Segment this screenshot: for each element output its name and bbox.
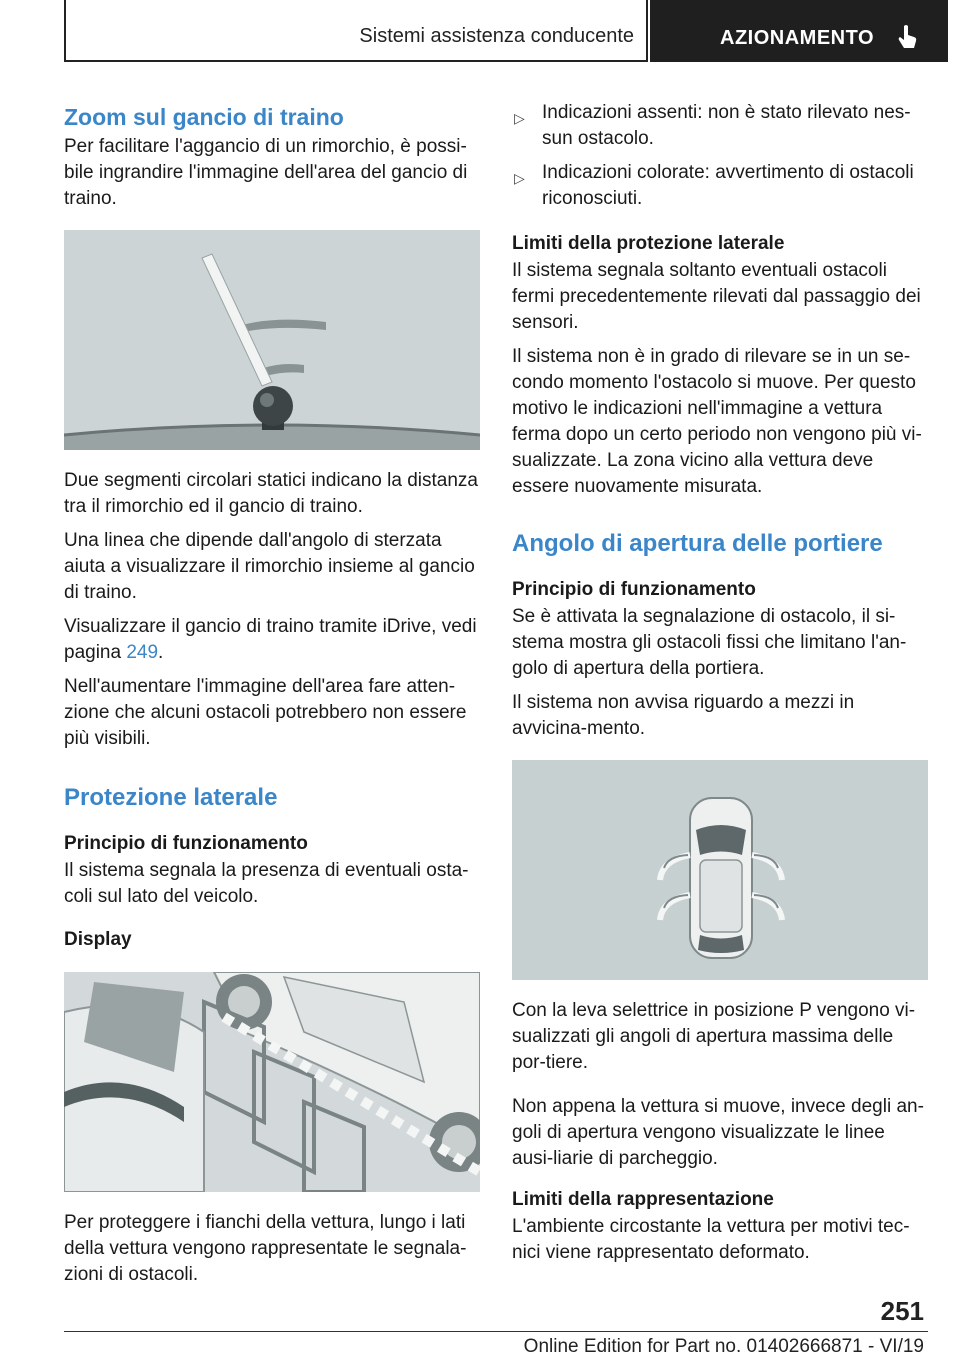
principle-text: Il sistema segnala la presenza di eventuali osta-coli sul lato del veicolo. xyxy=(64,860,469,907)
door-angle-heading: Angolo di apertura delle portiere xyxy=(512,530,883,557)
idrive-text-pre: Visualizzare il gancio di traino tramite iDrive, vedi pagina xyxy=(64,616,477,663)
door-angle-image xyxy=(512,760,928,980)
page-number: 251 xyxy=(880,1296,924,1326)
protect-text: Per proteggere i fianchi della vettura, lungo i lati della vettura vengono rappresentate le segnala-zioni di ostacoli. xyxy=(64,1212,467,1285)
list-item xyxy=(512,160,928,212)
limits-heading: Limiti della protezione laterale xyxy=(512,233,785,254)
header-chapter-title: AZIONAMENTO xyxy=(720,27,875,49)
pointing-hand-icon xyxy=(896,24,918,50)
repr-limits-heading: Limiti della rappresentazione xyxy=(512,1189,774,1210)
idrive-text xyxy=(64,614,480,666)
door-text-2: Il sistema non avvisa riguardo a mezzi in avvicina-mento. xyxy=(512,692,855,739)
list-item xyxy=(512,100,928,152)
idrive-text-post: . xyxy=(158,642,164,663)
limits-text-2: Il sistema non è in grado di rilevare se in un se-condo momento l'ostacolo si muove. Per questo motivo le indicazioni nell'immagine a vettura ferma dopo un certo periodo non vengono più vi-sualizzate. La zona vicino alla vettura deve essere nuovamente misurata. xyxy=(512,346,922,497)
page-link-249[interactable]: 249 xyxy=(126,642,159,663)
door-text-3: Con la leva selettrice in posizione P vengono vi-sualizzati gli angoli di apertura massima delle por-tiere. xyxy=(512,1000,916,1073)
header-section-box xyxy=(64,0,648,62)
door-principle-heading: Principio di funzionamento xyxy=(512,579,756,600)
side-protection-heading: Protezione laterale xyxy=(64,784,278,811)
list-item-text: Indicazioni colorate: avvertimento di ostacoli riconosciuti. xyxy=(542,162,914,209)
left-column xyxy=(64,100,480,1288)
door-text-4: Non appena la vettura si muove, invece degli an-goli di apertura vengono visualizzate le linee ausi-liarie di parcheggio. xyxy=(512,1096,924,1169)
segments-text: Due segmenti circolari statici indicano la distanza tra il rimorchio ed il gancio di traino. xyxy=(64,470,478,517)
zoom-intro: Per facilitare l'aggancio di un rimorchio, è possi-bile ingrandire l'immagine dell'area del gancio di traino. xyxy=(64,136,468,209)
steering-line-text: Una linea che dipende dall'angolo di sterzata aiuta a visualizzare il rimorchio insieme al gancio di traino. xyxy=(64,530,475,603)
header-chapter-box xyxy=(650,0,948,62)
right-column xyxy=(512,100,928,1266)
principle-heading: Principio di funzionamento xyxy=(64,833,308,854)
header-section-title: Sistemi assistenza conducente xyxy=(359,25,634,47)
side-protection-image xyxy=(64,972,480,1192)
footer-rule xyxy=(64,1331,928,1332)
zoom-warning-text: Nell'aumentare l'immagine dell'area fare atten-zione che alcuni ostacoli potrebbero non essere più visibili. xyxy=(64,676,467,749)
limits-text-1: Il sistema segnala soltanto eventuali ostacoli fermi precedentemente rilevati dal passaggio dei sensori. xyxy=(512,260,921,333)
triangle-right-icon: ▷ xyxy=(514,110,525,126)
triangle-right-icon: ▷ xyxy=(514,170,525,186)
tow-hook-image xyxy=(64,230,480,450)
door-text-1: Se è attivata la segnalazione di ostacolo, il si-stema mostra gli ostacoli fissi che limitano l'an-golo di apertura della portiera. xyxy=(512,606,907,679)
footer-edition: Online Edition for Part no. 01402666871 - VI/19 xyxy=(523,1336,924,1357)
display-heading: Display xyxy=(64,929,132,950)
indication-list xyxy=(512,100,928,212)
list-item-text: Indicazioni assenti: non è stato rilevato nes-sun ostacolo. xyxy=(542,102,911,149)
repr-limits-text: L'ambiente circostante la vettura per motivi tec-nici viene rappresentato deformato. xyxy=(512,1216,910,1263)
zoom-heading: Zoom sul gancio di traino xyxy=(64,104,344,130)
